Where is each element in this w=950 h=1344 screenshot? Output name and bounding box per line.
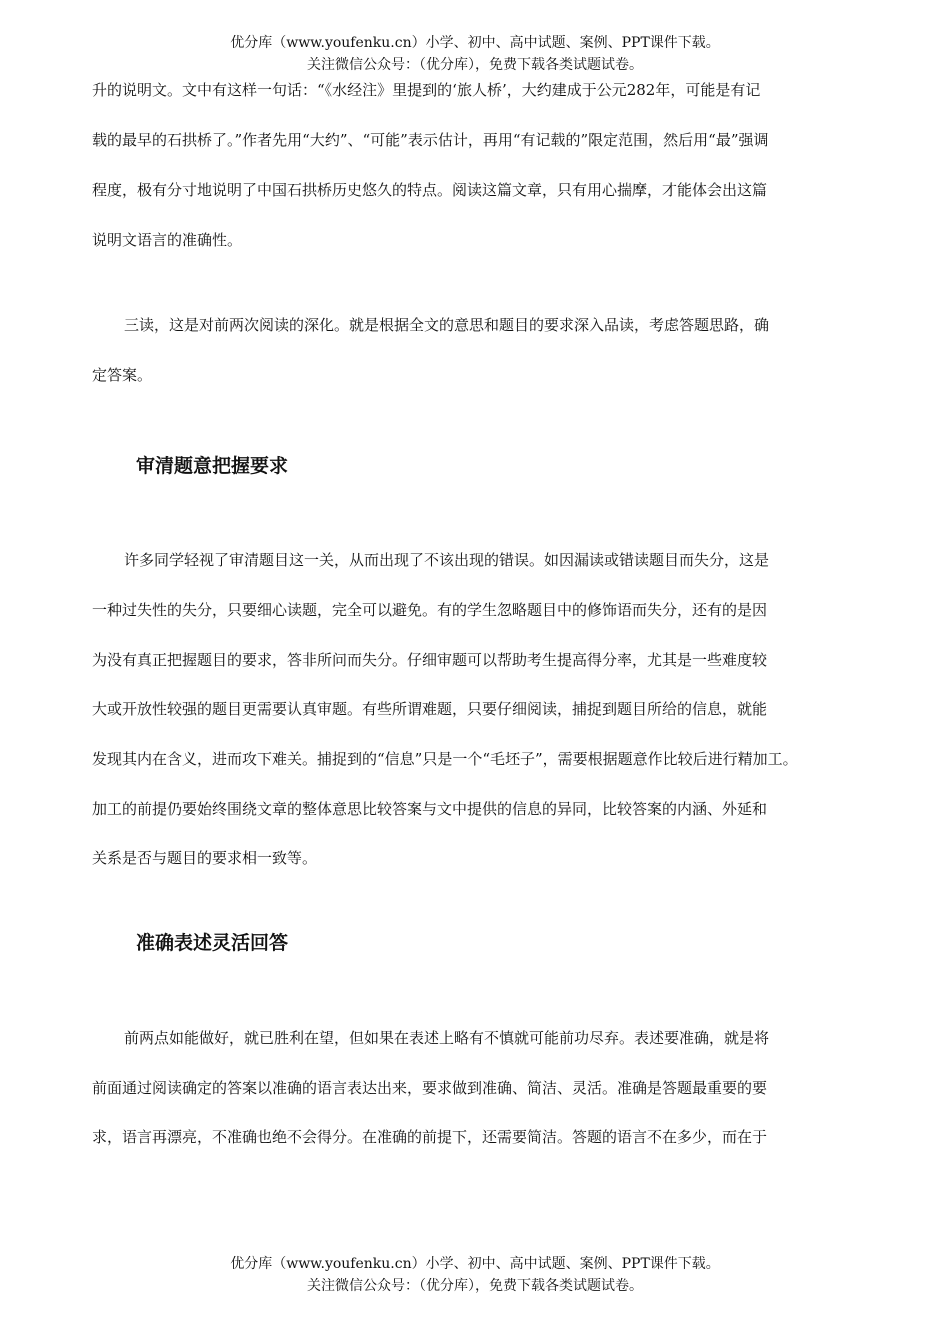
p4-line-1: 前两点如能做好，就已胜利在望，但如果在表述上略有不慎就可能前功尽弃。表述要准确，就是将 <box>124 1029 770 1047</box>
section-heading-2: 准确表述灵活回答 <box>136 932 289 954</box>
footer-line-2: 关注微信公众号：（优分库），免费下载各类试题试卷。 <box>307 1278 643 1294</box>
p2-line-1: 三读，这是对前两次阅读的深化。就是根据全文的意思和题目的要求深入品读，考虑答题思路，确 <box>124 316 770 334</box>
p1-line-2: 载的最早的石拱桥了。”作者先用“大约”、“可能”表示估计，再用“有记载的”限定范围，然后用“最”强调 <box>92 131 769 149</box>
p1-line-1: 升的说明文。文中有这样一句话：“《水经注》里提到的‘旅人桥’，大约建成于公元282年，可能是有记 <box>92 81 761 99</box>
p3-line-4: 大或开放性较强的题目更需要认真审题。有些所谓难题，只要仔细阅读，捕捉到题目所给的信息，就能 <box>92 700 768 718</box>
p3-line-5: 发现其内在含义，进而攻下难关。捕捉到的“信息”只是一个“毛坯子”，需要根据题意作比较后进行精加工。 <box>92 750 798 768</box>
p2-line-2: 定答案。 <box>92 366 153 384</box>
header-line-2: 关注微信公众号：（优分库），免费下载各类试题试卷。 <box>307 57 643 73</box>
page-header <box>0 32 950 76</box>
p1-line-3: 程度，极有分寸地说明了中国石拱桥历史悠久的特点。阅读这篇文章，只有用心揣摩，才能体会出这篇 <box>92 181 768 199</box>
p1-line-4: 说明文语言的准确性。 <box>92 231 243 249</box>
header-line-1: 优分库（www.youfenku.cn）小学、初中、高中试题、案例、PPT课件下载。 <box>230 35 720 51</box>
page-footer <box>0 1253 950 1297</box>
p3-line-1: 许多同学轻视了审清题目这一关，从而出现了不该出现的错误。如因漏读或错读题目而失分，这是 <box>124 551 770 569</box>
p4-line-2: 前面通过阅读确定的答案以准确的语言表达出来，要求做到准确、简洁、灵活。准确是答题最重要的要 <box>92 1079 768 1097</box>
footer-line-1: 优分库（www.youfenku.cn）小学、初中、高中试题、案例、PPT课件下载。 <box>230 1256 720 1272</box>
p3-line-6: 加工的前提仍要始终围绕文章的整体意思比较答案与文中提供的信息的异同，比较答案的内涵、外延和 <box>92 800 768 818</box>
p4-line-3: 求，语言再漂亮，不准确也绝不会得分。在准确的前提下，还需要简洁。答题的语言不在多少，而在于 <box>92 1128 768 1146</box>
p3-line-3: 为没有真正把握题目的要求，答非所问而失分。仔细审题可以帮助考生提高得分率，尤其是一些难度较 <box>92 651 768 669</box>
p3-line-2: 一种过失性的失分，只要细心读题，完全可以避免。有的学生忽略题目中的修饰语而失分，还有的是因 <box>92 601 768 619</box>
p3-line-7: 关系是否与题目的要求相一致等。 <box>92 849 318 867</box>
section-heading-1: 审清题意把握要求 <box>136 455 289 477</box>
